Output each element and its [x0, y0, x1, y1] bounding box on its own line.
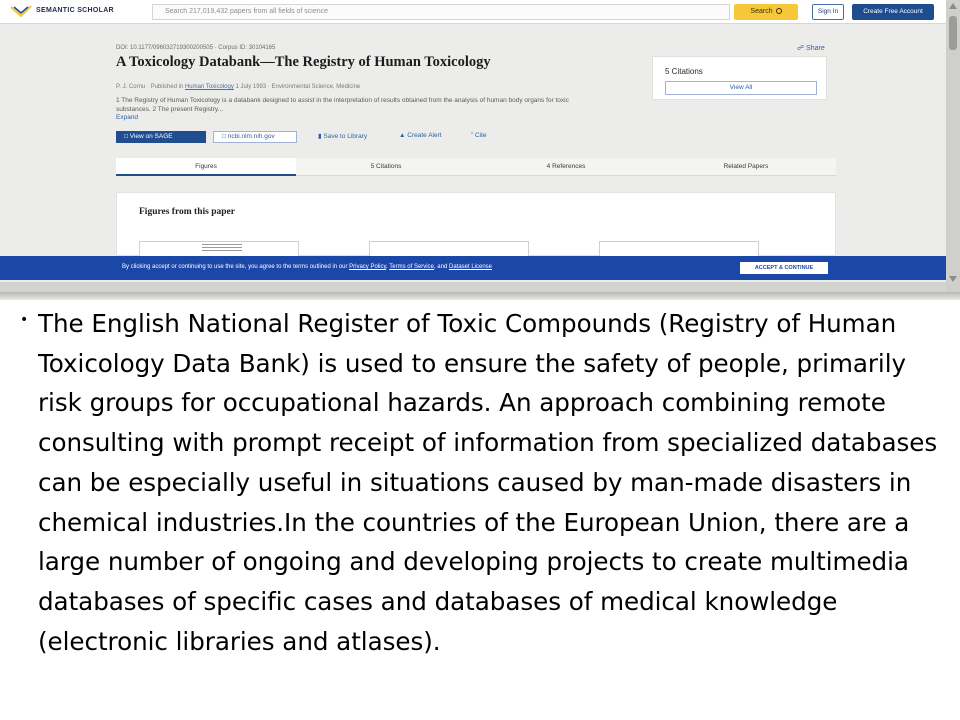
citations-card [652, 56, 827, 100]
vertical-scrollbar[interactable] [946, 0, 960, 292]
figure-thumbnail[interactable] [369, 241, 529, 257]
bell-icon: ▲ [399, 132, 408, 139]
terms-of-service-link[interactable]: Terms of Service [389, 264, 434, 270]
save-to-library-button[interactable] [318, 132, 367, 140]
share-link[interactable] [797, 44, 825, 52]
search-placeholder: Search 217,019,432 papers from all fields of science [165, 8, 329, 15]
logo-text[interactable]: SEMANTIC SCHOLAR [36, 7, 114, 14]
semantic-scholar-page [0, 0, 946, 282]
search-button[interactable] [734, 4, 798, 20]
paper-abstract: 1 The Registry of Human Toxicology is a databank designed to assist in the interpretation of results obtained from the analysis of human body organs for toxic substances. 2 The present Registry... [116, 97, 569, 113]
doi-line: DOI: 10.1177/096032719300200505 · Corpus ID: 30104165 [116, 45, 276, 51]
cookie-comma: , [386, 264, 390, 270]
scroll-up-arrow-icon[interactable] [949, 3, 957, 9]
cookie-and: , and [433, 264, 449, 270]
scroll-down-arrow-icon[interactable] [949, 276, 957, 282]
external-link-icon: □ [124, 133, 130, 140]
authors-prefix: P. J. Cornu · Published in [116, 84, 185, 90]
privacy-policy-link[interactable]: Privacy Policy [349, 264, 387, 270]
tab-references[interactable]: 4 References [546, 163, 586, 170]
figures-heading: Figures from this paper [139, 207, 235, 217]
bookmark-icon: ▮ [318, 133, 324, 140]
cite-label: Cite [474, 132, 487, 139]
paper-tabs [116, 158, 836, 176]
scrollbar-thumb[interactable] [949, 16, 957, 50]
figure-thumbnail[interactable] [599, 241, 759, 257]
view-on-sage-label: View on SAGE [129, 133, 173, 140]
search-icon [776, 8, 782, 14]
ncbi-button[interactable] [213, 131, 297, 143]
ncbi-label: ncbi.nlm.nih.gov [227, 133, 275, 140]
expand-link[interactable]: Expand [116, 114, 139, 121]
slide-bullet-list [10, 304, 956, 714]
tab-citations[interactable]: 5 Citations [370, 163, 402, 170]
share-icon: ☍ [797, 45, 807, 52]
dataset-license-link[interactable]: Dataset License [448, 264, 493, 270]
create-alert-button[interactable] [399, 132, 442, 139]
figure-thumbnail[interactable] [139, 241, 299, 257]
share-label: Share [806, 45, 825, 52]
semantic-scholar-logo-icon[interactable] [10, 4, 32, 18]
figure-table-preview [202, 244, 242, 252]
paper-meta [116, 84, 360, 90]
top-navigation-bar [0, 0, 946, 24]
search-input[interactable] [152, 4, 730, 20]
horizontal-scrollbar[interactable] [0, 282, 946, 292]
accept-continue-button[interactable]: ACCEPT & CONTINUE [740, 262, 828, 274]
alert-label: Create Alert [407, 132, 442, 139]
cookie-text [122, 264, 492, 270]
tab-related-papers[interactable]: Related Papers [723, 163, 769, 170]
save-label: Save to Library [323, 133, 368, 140]
bullet-text: The English National Register of Toxic Compounds (Registry of Human Toxicology Data Bank) is used to ensure the safety of people, primarily risk groups for occupational hazards. An approach combining remote consulting with prompt receipt of information from specialized databases can be especially useful in situations caused by man-made disasters in chemical industries.In the countries of the European Union, there are a large number of ongoing and developing projects to create multimedia databases of specific cases and databases of medical knowledge (electronic libraries and atlases). [38, 309, 938, 656]
cookie-text-lead: By clicking accept or continuing to use the site, you agree to the terms outlined in our [122, 264, 350, 270]
tab-figures[interactable]: Figures [116, 158, 296, 176]
view-on-sage-button[interactable] [116, 131, 206, 143]
cite-button[interactable] [471, 132, 487, 139]
authors-suffix: 1 July 1993 · Environmental Science, Medicine [233, 84, 361, 90]
quote-icon: ” [471, 132, 475, 139]
sign-in-button[interactable]: Sign In [812, 4, 844, 20]
figures-panel [116, 192, 836, 256]
screenshot-divider [0, 292, 960, 300]
cookie-consent-bar [0, 256, 946, 280]
pdf-icon: □ [222, 133, 228, 140]
search-button-label: Search [750, 8, 773, 15]
paper-title: A Toxicology Databank—The Registry of Human Toxicology [116, 54, 491, 70]
journal-link[interactable]: Human Toxicology [184, 84, 234, 90]
create-account-button[interactable]: Create Free Account [852, 4, 934, 20]
embedded-browser-screenshot [0, 0, 960, 292]
bullet-icon: • [20, 312, 29, 328]
view-all-button[interactable]: View All [665, 81, 817, 95]
citations-count: 5 Citations [665, 67, 703, 76]
